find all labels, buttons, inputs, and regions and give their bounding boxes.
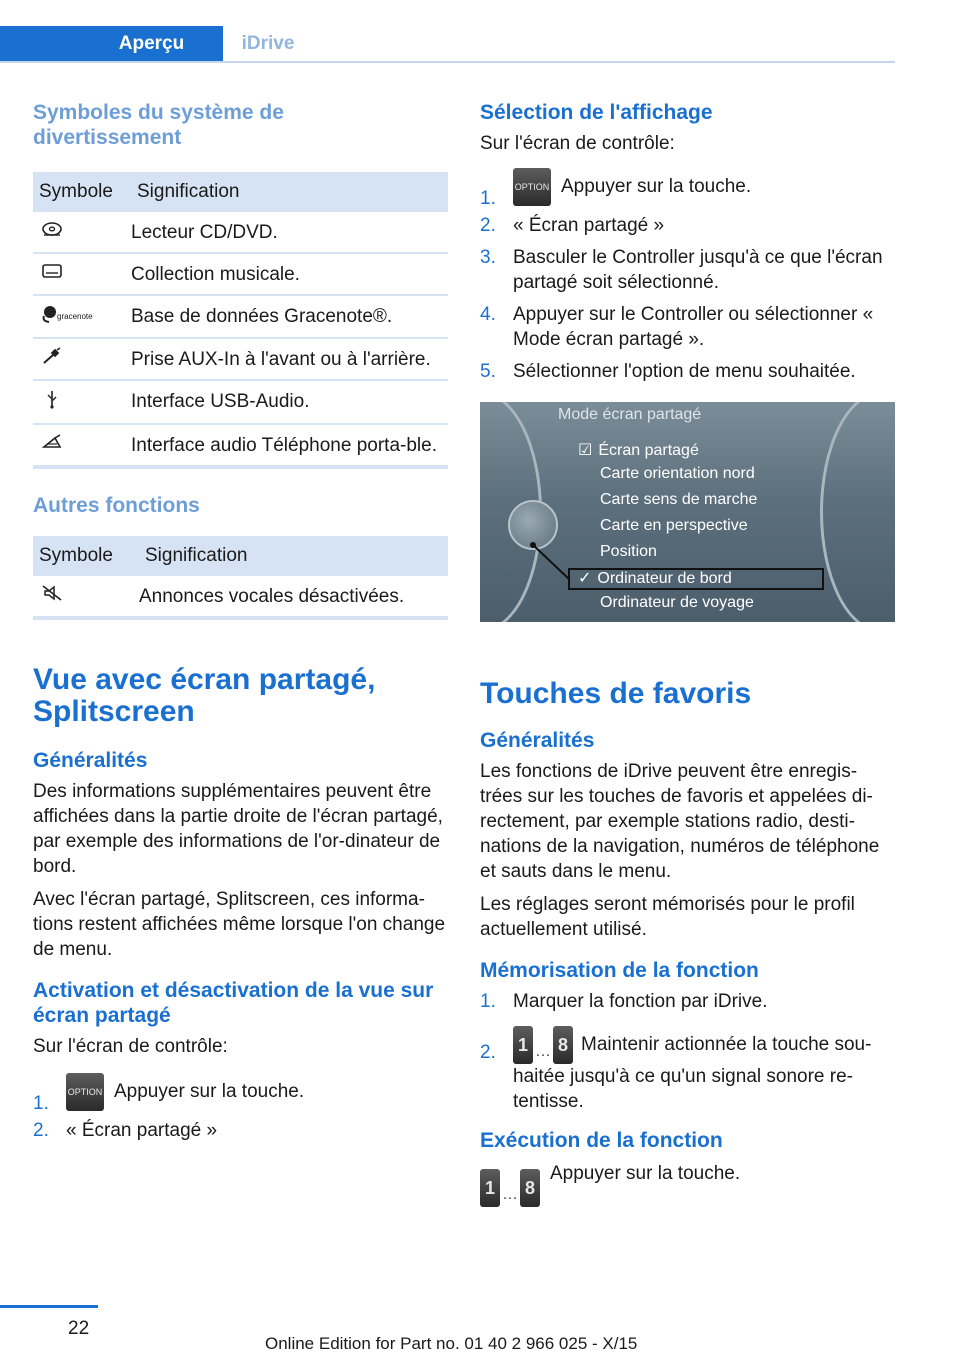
screen-menu-item: Position bbox=[600, 543, 657, 560]
screen-menu-item: Ordinateur de voyage bbox=[600, 594, 754, 611]
col-symbol: Symbole bbox=[33, 536, 139, 576]
table-row bbox=[33, 253, 448, 295]
table-row bbox=[33, 295, 448, 338]
page-header bbox=[0, 26, 895, 62]
tab-apercu[interactable]: Aperçu bbox=[0, 26, 223, 62]
music-collection-icon bbox=[41, 264, 63, 285]
cd-icon bbox=[41, 222, 63, 243]
portable-phone-icon bbox=[41, 435, 65, 456]
usb-icon bbox=[41, 393, 63, 414]
screen-arc-right bbox=[820, 402, 895, 622]
header-divider bbox=[0, 61, 895, 63]
voice-off-icon bbox=[41, 586, 63, 607]
row-text: Interface audio Téléphone porta-ble. bbox=[131, 424, 448, 467]
activation-steps bbox=[33, 1073, 448, 1143]
right-column bbox=[480, 100, 895, 1207]
favorites-title: Touches de favoris bbox=[480, 677, 752, 710]
paragraph: Avec l'écran partagé, Splitscreen, ces informa-tions restent affichées même lorsque l'on change de menu. bbox=[33, 889, 446, 960]
memo-steps bbox=[480, 989, 895, 1114]
list-item: 1. OPTION Appuyer sur la touche. bbox=[480, 168, 895, 206]
footer-divider bbox=[0, 1305, 98, 1308]
table-row bbox=[33, 576, 448, 618]
screen-menu-item: ☑ Écran partagé bbox=[578, 442, 699, 459]
paragraph: Les fonctions de iDrive peuvent être enregis-trées sur les touches de favoris et appelées di-rectement, par exemple stations radio, desti-nations de la navigation, numéros de téléphone et sauts dans le menu. bbox=[480, 761, 880, 882]
list-item: 2. « Écran partagé » bbox=[33, 1120, 218, 1141]
list-item: 1. Marquer la fonction par iDrive. bbox=[480, 991, 768, 1012]
control-screen-text: Sur l'écran de contrôle: bbox=[480, 133, 675, 154]
other-functions-table bbox=[33, 536, 448, 620]
favorite-key-1-icon: 1 bbox=[513, 1026, 533, 1064]
row-text: Collection musicale. bbox=[131, 253, 448, 295]
tab-idrive[interactable]: iDrive bbox=[241, 33, 295, 54]
table-row bbox=[33, 424, 448, 467]
selection-highlight bbox=[568, 568, 824, 590]
table-row bbox=[33, 380, 448, 424]
option-button-icon: OPTION bbox=[513, 168, 551, 206]
table-row bbox=[33, 212, 448, 253]
table-header bbox=[33, 172, 448, 212]
control-screen-text: Sur l'écran de contrôle: bbox=[33, 1036, 228, 1057]
selection-steps bbox=[480, 168, 895, 384]
list-item: 2. 1 … 8 Maintenir actionnée la touche sou-haitée jusqu'à ce qu'un signal sonore re-tentisse. bbox=[480, 1026, 895, 1114]
screen-menu-item-selected: ✓ Ordinateur de bord bbox=[578, 570, 732, 587]
screen-menu-item: Carte sens de marche bbox=[600, 491, 758, 508]
selection-heading: Sélection de l'affichage bbox=[480, 101, 713, 124]
exec-line: 1 … 8Appuyer sur la touche. bbox=[480, 1161, 895, 1207]
row-text: Prise AUX-In à l'avant ou à l'arrière. bbox=[131, 338, 448, 380]
table-header bbox=[33, 536, 448, 576]
favorite-key-1-icon: 1 bbox=[480, 1169, 500, 1207]
list-item: 3. Basculer le Controller jusqu'à ce que l'écran partagé soit sélectionné. bbox=[480, 247, 883, 293]
other-functions-title: Autres fonctions bbox=[33, 494, 200, 517]
footer-edition-text: Online Edition for Part no. 01 40 2 966 025 - X/15 bbox=[265, 1334, 638, 1353]
list-item: 4. Appuyer sur le Controller ou sélectionner « Mode écran partagé ». bbox=[480, 304, 874, 350]
favorite-key-8-icon: 8 bbox=[553, 1026, 573, 1064]
col-symbol: Symbole bbox=[33, 172, 131, 212]
exec-heading: Exécution de la fonction bbox=[480, 1129, 723, 1152]
memo-heading: Mémorisation de la fonction bbox=[480, 959, 759, 982]
col-meaning: Signification bbox=[139, 536, 448, 576]
favorite-key-8-icon: 8 bbox=[520, 1169, 540, 1207]
idrive-screen-image bbox=[480, 402, 895, 622]
page-number: 22 bbox=[68, 1318, 90, 1339]
option-button-icon: OPTION bbox=[66, 1073, 104, 1111]
list-item: 5. Sélectionner l'option de menu souhaitée. bbox=[480, 361, 856, 382]
paragraph: Des informations supplémentaires peuvent être affichées dans la partie droite de l'écran partagé, par exemple des informations de l'or-dinateur de bord. bbox=[33, 781, 443, 877]
paragraph: Les réglages seront mémorisés pour le profil actuellement utilisé. bbox=[480, 894, 855, 940]
generalites-heading: Généralités bbox=[33, 749, 148, 772]
row-text: Interface USB-Audio. bbox=[131, 380, 448, 424]
aux-plug-icon bbox=[41, 349, 63, 370]
list-item: 2. « Écran partagé » bbox=[480, 215, 665, 236]
left-column bbox=[33, 100, 448, 1150]
row-text: Lecteur CD/DVD. bbox=[131, 212, 448, 253]
generalites-heading: Généralités bbox=[480, 729, 595, 752]
list-item: 1. OPTION Appuyer sur la touche. bbox=[33, 1073, 448, 1111]
activation-heading: Activation et désactivation de la vue sur écran partagé bbox=[33, 979, 434, 1027]
gracenote-icon: gracenote bbox=[41, 307, 93, 328]
symbols-table bbox=[33, 172, 448, 469]
symbols-title: Symboles du système de divertissement bbox=[33, 101, 284, 149]
row-text: Base de données Gracenote®. bbox=[131, 295, 448, 338]
pointer-line bbox=[530, 542, 572, 582]
screen-title: Mode écran partagé bbox=[558, 406, 702, 423]
table-row bbox=[33, 338, 448, 380]
col-meaning: Signification bbox=[131, 172, 448, 212]
split-screen-title: Vue avec écran partagé, Splitscreen bbox=[33, 663, 376, 728]
row-text: Annonces vocales désactivées. bbox=[139, 576, 448, 618]
screen-menu-item: Carte en perspective bbox=[600, 517, 748, 534]
screen-menu-item: Carte orientation nord bbox=[600, 465, 755, 482]
